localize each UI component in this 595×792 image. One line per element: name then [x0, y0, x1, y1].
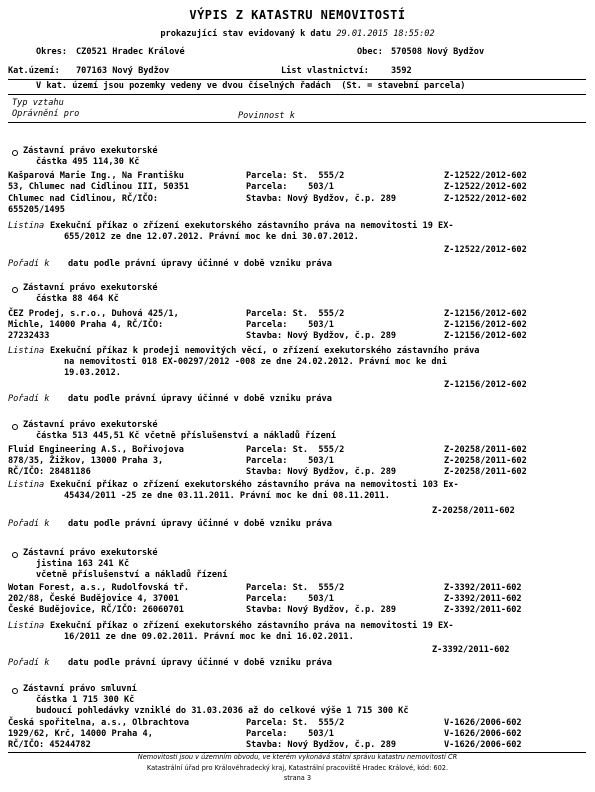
listina-text: 655/2012 ze dne 12.07.2012. Právní moc ke dni 30.07.2012.: [64, 232, 359, 242]
ku-value: 707163 Nový Bydžov: [76, 66, 170, 76]
subtitle-text: prokazující stav evidovaný k datu: [160, 29, 332, 39]
entry-line-left: 1929/62, Krč, 14000 Praha 4,: [8, 729, 153, 739]
entry-line-ref: V-1626/2006-602: [444, 729, 522, 739]
poradi-text: datu podle právní úpravy účinné v době vzniku práva: [68, 658, 332, 668]
entry-bullet-icon: [12, 150, 18, 156]
entry-line-mid: Parcela: St. 555/2: [246, 718, 345, 728]
entry-line-mid: Parcela: 503/1: [246, 729, 334, 739]
obec-label: Obec:: [357, 47, 383, 57]
entry-line-ref: Z-12522/2012-602: [444, 182, 527, 192]
entry-line-mid: Stavba: Nový Bydžov, č.p. 289: [246, 331, 397, 341]
poradi-label: Pořadí k: [8, 394, 50, 404]
entry-bullet-icon: [12, 424, 18, 430]
poradi-label: Pořadí k: [8, 658, 50, 668]
entry-line-left: 655205/1495: [8, 205, 65, 215]
entry-amount: částka 513 445,51 Kč včetně příslušenství a nákladů řízení: [36, 431, 337, 441]
footer-page-number: strana 3: [283, 774, 312, 782]
listina-label: Listina: [8, 221, 45, 231]
listina-text: 19.03.2012.: [64, 368, 121, 378]
entry-line-mid: Parcela: 503/1: [246, 594, 334, 604]
obec-value: 570508 Nový Bydžov: [391, 47, 485, 57]
listina-label: Listina: [8, 621, 45, 631]
entry-line-left: Chlumec nad Cidlinou, RČ/IČO:: [8, 194, 159, 204]
entry-type: Zástavní právo exekutorské: [23, 283, 158, 293]
entry-line-mid: Parcela: 503/1: [246, 320, 334, 330]
header-note: V kat. území jsou pozemky vedeny ve dvou číselných řadách (St. = stavební parcela): [36, 81, 466, 91]
entry-line-ref: Z-3392/2011-602: [444, 583, 522, 593]
entry-line-left: Fluid Engineering A.S., Bořivojova: [8, 445, 184, 455]
entry-line-ref: Z-20258/2011-602: [444, 456, 527, 466]
poradi-text: datu podle právní úpravy účinné v době vzniku práva: [68, 259, 332, 269]
entry-amount: jistina 163 241 Kč: [36, 559, 130, 569]
entry-line-mid: Stavba: Nový Bydžov, č.p. 289: [246, 194, 397, 204]
entry-line-ref: Z-20258/2011-602: [444, 445, 527, 455]
columns-divider: [8, 122, 586, 123]
listina-ref: Z-3392/2011-602: [432, 645, 510, 655]
footer-line-2: Katastrální úřad pro Královéhradecký kraj, Katastrální pracoviště Hradec Králové, kód: 602.: [146, 764, 449, 772]
listina-text: 16/2011 ze dne 09.02.2011. Právní moc ke dni 16.02.2011.: [64, 632, 354, 642]
footer-line-1: Nemovitosti jsou v územním obvodu, ve kterém vykonává státní správu katastru nemovitostí ČR: [137, 753, 458, 761]
entry-line-left: 202/88, České Budějovice 4, 37001: [8, 594, 179, 604]
lv-value: 3592: [391, 66, 412, 76]
col-typ-vztahu: Typ vztahu: [12, 98, 64, 108]
entry-amount: částka 88 464 Kč: [36, 294, 119, 304]
listina-text: 45434/2011 -25 ze dne 03.11.2011. Právní moc ke dni 08.11.2011.: [64, 491, 390, 501]
entry-line-ref: Z-12156/2012-602: [444, 320, 527, 330]
entry-bullet-icon: [12, 287, 18, 293]
entry-line-left: 53, Chlumec nad Cidlinou III, 50351: [8, 182, 190, 192]
entry-line-ref: Z-12522/2012-602: [444, 194, 527, 204]
ku-label: Kat.území:: [8, 66, 60, 76]
entry-line-left: Česká spořitelna, a.s., Olbrachtova: [8, 718, 190, 728]
entry-line-left: 27232433: [8, 331, 50, 341]
entry-type: Zástavní právo smluvní: [23, 684, 137, 694]
entry-line-ref: V-1626/2006-602: [444, 740, 522, 750]
entry-amount: částka 495 114,30 Kč: [36, 157, 140, 167]
entry-line-mid: Parcela: St. 555/2: [246, 309, 345, 319]
entry-line-left: Michle, 14000 Praha 4, RČ/IČO:: [8, 320, 164, 330]
listina-text: Exekuční příkaz o zřízení exekutorského zástavního práva na nemovitosti 19 EX-: [50, 221, 454, 231]
listina-text: na nemovitosti 018 EX-00297/2012 -008 ze dne 24.02.2012. Právní moc ke dni: [64, 357, 447, 367]
entry-line-left: 878/35, Žižkov, 13000 Praha 3,: [8, 456, 164, 466]
entry-line-mid: Parcela: 503/1: [246, 182, 334, 192]
listina-text: Exekuční příkaz o zřízení exekutorského zástavního práva na nemovitosti 103 Ex-: [50, 480, 459, 490]
entry-line-mid: Parcela: 503/1: [246, 456, 334, 466]
entry-amount-detail: budoucí pohledávky vzniklé do 31.03.2036 až do celkové výše 1 715 300 Kč: [36, 706, 409, 716]
listina-label: Listina: [8, 480, 45, 490]
entry-line-mid: Parcela: St. 555/2: [246, 171, 345, 181]
entry-line-ref: Z-3392/2011-602: [444, 605, 522, 615]
entry-line-ref: Z-12522/2012-602: [444, 171, 527, 181]
listina-text: Exekuční příkaz k prodeji nemovitých věcí, o zřízení exekutorského zástavního práva: [50, 346, 480, 356]
entry-line-left: ČEZ Prodej, s.r.o., Duhová 425/1,: [8, 309, 179, 319]
header-divider: [8, 79, 586, 80]
col-opravneni: Oprávnění pro: [12, 109, 80, 119]
listina-ref: Z-12522/2012-602: [444, 245, 527, 255]
entry-line-left: Wotan Forest, a.s., Rudolfovská tř.: [8, 583, 190, 593]
poradi-label: Pořadí k: [8, 519, 50, 529]
entry-line-mid: Stavba: Nový Bydžov, č.p. 289: [246, 740, 397, 750]
poradi-text: datu podle právní úpravy účinné v době vzniku práva: [68, 519, 332, 529]
entry-line-mid: Parcela: St. 555/2: [246, 445, 345, 455]
subtitle-date: 29.01.2015 18:55:02: [336, 29, 435, 39]
entry-amount-detail: včetně příslušenství a nákladů řízení: [36, 570, 228, 580]
entry-bullet-icon: [12, 552, 18, 558]
note-divider: [8, 94, 586, 95]
entry-type: Zástavní právo exekutorské: [23, 146, 158, 156]
okres-value: CZ0521 Hradec Králové: [76, 47, 185, 57]
entry-type: Zástavní právo exekutorské: [23, 548, 158, 558]
entry-line-ref: Z-20258/2011-602: [444, 467, 527, 477]
okres-label: Okres:: [36, 47, 68, 57]
entry-line-left: České Budějovice, RČ/IČO: 26060701: [8, 605, 184, 615]
entry-line-ref: Z-3392/2011-602: [444, 594, 522, 604]
col-povinnost: Povinnost k: [238, 111, 295, 121]
listina-label: Listina: [8, 346, 45, 356]
listina-ref: Z-20258/2011-602: [432, 506, 515, 516]
document-title: VÝPIS Z KATASTRU NEMOVITOSTÍ: [189, 8, 406, 22]
entry-line-left: Kašparová Marie Ing., Na Františku: [8, 171, 184, 181]
poradi-label: Pořadí k: [8, 259, 50, 269]
listina-ref: Z-12156/2012-602: [444, 380, 527, 390]
entry-line-ref: Z-12156/2012-602: [444, 309, 527, 319]
entry-line-left: RČ/IČO: 45244782: [8, 740, 91, 750]
entry-line-left: RČ/IČO: 28481186: [8, 467, 91, 477]
entry-amount: částka 1 715 300 Kč: [36, 695, 135, 705]
entry-bullet-icon: [12, 688, 18, 694]
entry-type: Zástavní právo exekutorské: [23, 420, 158, 430]
document-subtitle: [0, 29, 595, 40]
listina-text: Exekuční příkaz o zřízení exekutorského zástavního práva na nemovitosti 19 EX-: [50, 621, 454, 631]
entry-line-ref: V-1626/2006-602: [444, 718, 522, 728]
entry-line-mid: Parcela: St. 555/2: [246, 583, 345, 593]
poradi-text: datu podle právní úpravy účinné v době vzniku práva: [68, 394, 332, 404]
entry-line-mid: Stavba: Nový Bydžov, č.p. 289: [246, 467, 397, 477]
lv-label: List vlastnictví:: [281, 66, 369, 76]
entry-line-mid: Stavba: Nový Bydžov, č.p. 289: [246, 605, 397, 615]
entry-line-ref: Z-12156/2012-602: [444, 331, 527, 341]
